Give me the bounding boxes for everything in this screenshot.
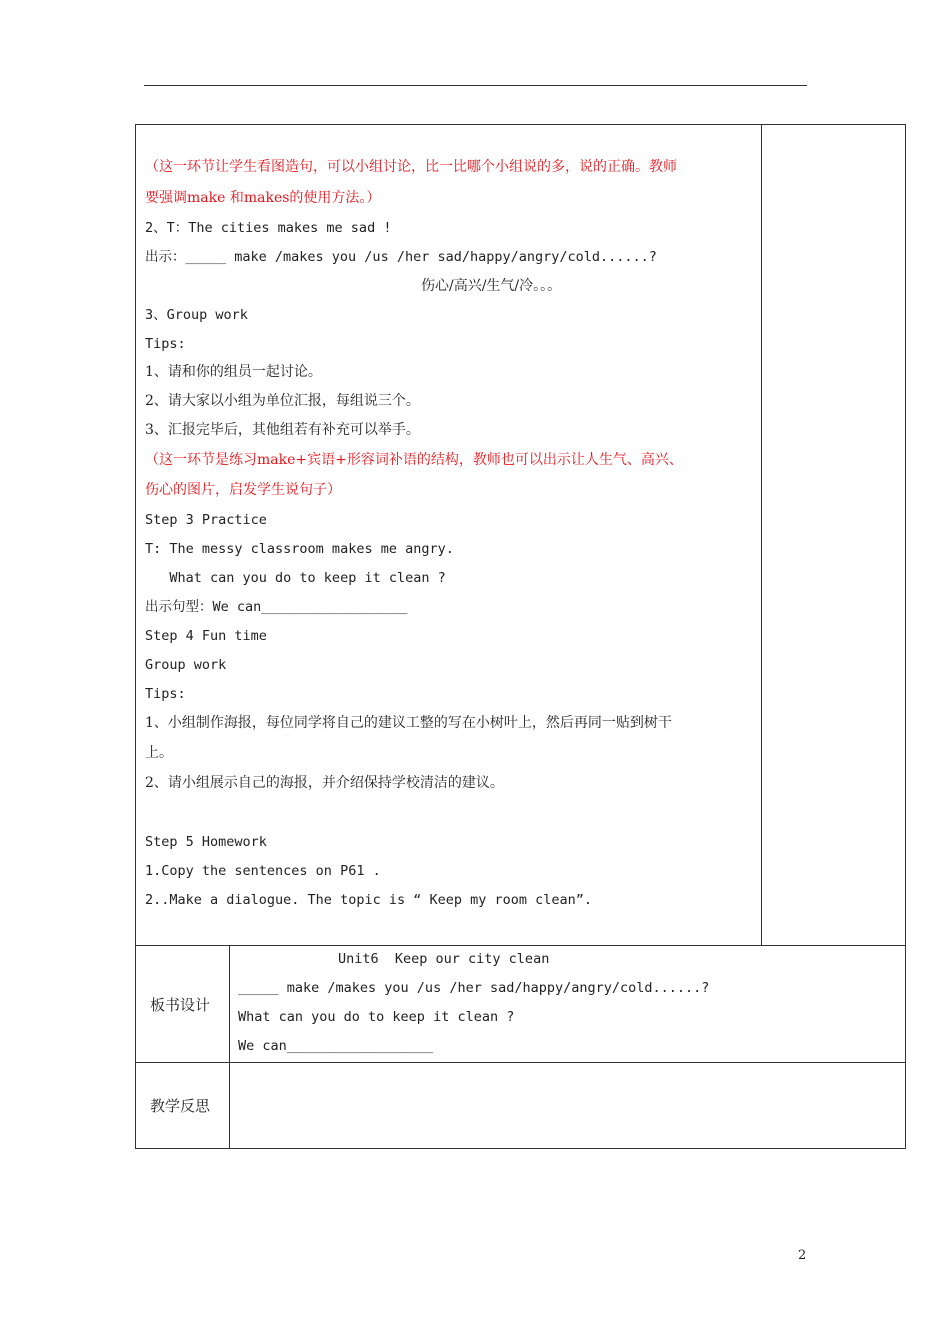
- teacher-note-2-cont: 伤心的图片，启发学生说句子）: [145, 482, 341, 498]
- board-answer: We can__________________: [238, 1038, 434, 1054]
- tips-label: Tips:: [145, 336, 186, 352]
- group-work-label: Group work: [145, 657, 227, 673]
- board-question: What can you do to keep it clean ?: [238, 1009, 515, 1025]
- fun-time-tip-1: 1、小组制作海报，每位同学将自己的建议工整的写在小树叶上，然后再同一贴到树干: [145, 715, 672, 731]
- row-divider-board: [136, 945, 905, 946]
- teacher-note-1-cont: 要强调make 和makes的使用方法。）: [145, 190, 381, 206]
- homework-1: 1.Copy the sentences on P61 .: [145, 863, 381, 879]
- step-5-heading: Step 5 Homework: [145, 834, 267, 850]
- practice-teacher-line: T: The messy classroom makes me angry.: [145, 541, 454, 557]
- teaching-reflection-label: 教学反思: [150, 1097, 211, 1115]
- column-divider-left: [229, 945, 230, 1148]
- step-3-heading: Step 3 Practice: [145, 512, 267, 528]
- page-number: 2: [798, 1248, 807, 1263]
- show-pattern-1: 出示：_____ make /makes you /us /her sad/happy/angry/cold......?: [145, 249, 657, 265]
- tips-label-2: Tips:: [145, 686, 186, 702]
- fun-time-tip-2: 2、请小组展示自己的海报，并介绍保持学校清洁的建议。: [145, 775, 504, 791]
- translation-line: 伤心/高兴/生气/冷。。。: [421, 278, 562, 294]
- show-pattern-2: 出示句型：We can__________________: [145, 599, 408, 615]
- row-divider-reflection: [136, 1062, 905, 1063]
- header-rule: [144, 85, 807, 86]
- tip-1: 1、请和你的组员一起讨论。: [145, 364, 322, 380]
- practice-question: What can you do to keep it clean ?: [145, 570, 446, 586]
- teacher-note-2: （这一环节是练习make+宾语+形容词补语的结构，教师也可以出示让人生气、高兴、: [145, 452, 683, 468]
- item-2: 2、T：The cities makes me sad !: [145, 220, 392, 236]
- board-design-label: 板书设计: [150, 996, 211, 1014]
- board-title: Unit6 Keep our city clean: [338, 951, 550, 967]
- fun-time-tip-1-cont: 上。: [145, 745, 173, 761]
- item-3: 3、Group work: [145, 307, 248, 323]
- board-pattern: _____ make /makes you /us /her sad/happy/angry/cold......?: [238, 980, 710, 996]
- tip-2: 2、请大家以小组为单位汇报，每组说三个。: [145, 393, 420, 409]
- homework-2: 2..Make a dialogue. The topic is “ Keep my room clean”.: [145, 892, 593, 908]
- tip-3: 3、汇报完毕后，其他组若有补充可以举手。: [145, 422, 420, 438]
- teacher-note-1: （这一环节让学生看图造句，可以小组讨论，比一比哪个小组说的多，说的正确。教师: [145, 159, 677, 175]
- column-divider-right: [761, 125, 762, 945]
- step-4-heading: Step 4 Fun time: [145, 628, 267, 644]
